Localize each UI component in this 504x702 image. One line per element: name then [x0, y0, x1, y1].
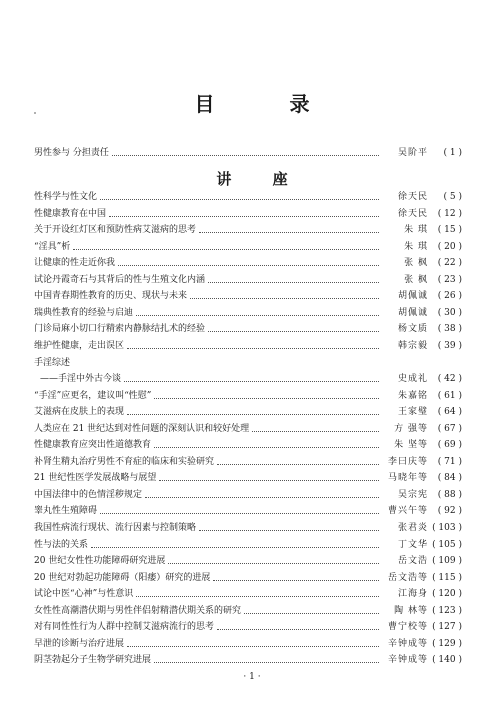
dot-leader: [217, 628, 379, 630]
entry-author: 江海身: [397, 589, 428, 600]
toc-entry[interactable]: [34, 471, 462, 484]
toc-entry[interactable]: [34, 289, 462, 302]
dot-leader: [168, 562, 379, 564]
entry-author: 辛钟成等: [387, 655, 428, 666]
toc-entry[interactable]: [34, 504, 462, 517]
entry-title: 我国性病流行现状、流行因素与控制策略: [34, 523, 197, 533]
dot-leader: [124, 380, 379, 382]
entry-author: 方 强等: [394, 423, 428, 434]
entry-title: ——手淫中外古今谈: [40, 374, 122, 385]
entry-title: 性科学与性文化: [34, 192, 98, 202]
entry-author: 陶 林等: [394, 605, 428, 616]
entry-title: 手淫综述: [34, 357, 71, 368]
entry-author: 胡佩诚: [397, 291, 428, 302]
entry-title: 睾丸性生殖障碍: [34, 506, 98, 517]
toc-entry[interactable]: [34, 306, 462, 319]
entry-title: “手淫”应更名，建议叫“性慰”: [34, 390, 152, 401]
entry-author: 朱 坚等: [394, 440, 428, 451]
entry-author: 史成礼: [397, 374, 428, 385]
toc-entry[interactable]: [34, 190, 462, 203]
toc-entry[interactable]: [34, 207, 462, 220]
entry-page: ( 140 ): [432, 655, 462, 666]
entry-author: 吴宗宪: [397, 489, 428, 500]
toc-entry[interactable]: [34, 620, 462, 633]
entry-author: 张君炎: [397, 523, 428, 533]
dot-leader: [252, 430, 379, 432]
entry-title: 阴茎勃起分子生物学研究进展: [34, 655, 152, 666]
toc-entry[interactable]: [34, 223, 462, 236]
entry-author: 张 枫: [404, 274, 428, 285]
entry-page: ( 23 ): [437, 274, 462, 285]
toc-entry[interactable]: [34, 339, 462, 352]
entry-page: ( 38 ): [437, 324, 462, 335]
dot-leader: [208, 281, 379, 283]
entry-page: ( 103 ): [432, 523, 462, 533]
page-number: · 1 ·: [243, 672, 261, 682]
dot-leader: [109, 215, 379, 217]
entry-title: 让健康的性走近你我: [34, 258, 116, 269]
entry-title: 男性参与 分担责任: [34, 148, 109, 158]
toc-entry[interactable]: [34, 521, 462, 534]
entry-author: 曹兴午等: [387, 506, 428, 517]
dot-leader: [213, 579, 379, 581]
dot-leader: [73, 248, 379, 250]
entry-title: “淫具”析: [34, 241, 71, 252]
entry-page: ( 92 ): [437, 506, 462, 517]
entry-title: 艾滋病在皮肤上的表现: [34, 407, 125, 418]
entry-title: 门诊局麻小切口行精索内静脉结扎术的经验: [34, 324, 206, 335]
dot-leader: [190, 297, 379, 299]
entry-page: ( 115 ): [432, 572, 462, 583]
toc-entry[interactable]: [34, 438, 462, 451]
entry-page: ( 84 ): [437, 473, 462, 484]
entry-title: 人类应在 21 世纪达到对性问题的深刻认识和较好处理: [34, 423, 250, 434]
entry-page: ( 30 ): [437, 307, 462, 318]
dot-leader: [159, 479, 379, 481]
entry-author: 岳文浩: [397, 556, 428, 567]
entry-title: 性健康教育应突出性道德教育: [34, 440, 152, 451]
entry-author: 徐天民: [397, 192, 428, 202]
entry-title: 维护性健康，走出误区: [34, 340, 125, 351]
entry-page: ( 64 ): [437, 407, 462, 418]
entry-page: ( 1 ): [443, 148, 462, 158]
entry-title: 中国法律中的色情淫秽规定: [34, 489, 143, 500]
dot-leader: [100, 512, 379, 514]
toc-entry[interactable]: [34, 571, 462, 584]
dot-leader: [154, 397, 379, 399]
toc-entry[interactable]: [34, 322, 462, 335]
entry-page: ( 20 ): [437, 241, 462, 252]
toc-entry[interactable]: [34, 653, 462, 666]
entry-page: ( 120 ): [432, 589, 462, 600]
dot-leader: [136, 595, 379, 597]
entry-title: 21 世纪性医学发展战略与展望: [34, 473, 157, 484]
entry-title: 试论中医“心神”与性意识: [34, 589, 134, 600]
entry-page: ( 129 ): [432, 638, 462, 649]
dot-leader: [154, 661, 379, 663]
entry-page: ( 109 ): [432, 556, 462, 567]
entry-page: ( 42 ): [437, 374, 462, 385]
entry-author: 吴阶平: [397, 148, 428, 158]
entry-page: ( 105 ): [432, 539, 462, 550]
entry-author: 李曰庆等: [387, 456, 428, 467]
dot-leader: [154, 446, 379, 448]
toc-entry[interactable]: [34, 372, 462, 385]
entry-author: 杨文质: [397, 324, 428, 335]
dot-leader: [217, 463, 379, 465]
entry-author: 曹宁校等: [387, 622, 428, 633]
entry-title: 中国青春期性教育的历史、现状与未来: [34, 291, 188, 302]
entry-page: ( 15 ): [437, 225, 462, 236]
entry-author: 丁文华: [397, 539, 428, 550]
dot-leader: [118, 264, 379, 266]
entry-author: 徐天民: [397, 208, 428, 219]
entry-author: 马晓年等: [387, 473, 428, 484]
dot-leader: [127, 347, 379, 349]
toc-entry[interactable]: [34, 455, 462, 468]
dot-leader: [145, 496, 379, 498]
entry-title: 性与法的关系: [34, 539, 89, 550]
toc-entry-front[interactable]: [34, 146, 462, 159]
toc-entry[interactable]: [34, 356, 462, 369]
dot-leader: [112, 154, 379, 156]
entry-author: 王家璧: [397, 407, 428, 418]
toc-entry[interactable]: [34, 604, 462, 617]
dot-leader: [91, 546, 379, 548]
entry-author: 岳文浩等: [387, 572, 428, 583]
entry-title: 早泄的诊断与治疗进展: [34, 638, 125, 649]
entry-page: ( 71 ): [437, 456, 462, 467]
entry-page: ( 69 ): [437, 440, 462, 451]
entry-author: 胡佩诚: [397, 307, 428, 318]
entry-author: 张 枫: [404, 258, 428, 269]
entry-page: ( 88 ): [437, 489, 462, 500]
entry-page: ( 26 ): [437, 291, 462, 302]
toc-entry[interactable]: [34, 587, 462, 600]
entry-author: 韩宗毅: [397, 340, 428, 351]
entry-title: 补肾生精丸治疗男性不育症的临床和实验研究: [34, 456, 215, 467]
entry-page: ( 39 ): [437, 340, 462, 351]
toc-entry[interactable]: [34, 538, 462, 551]
entry-author: 朱 琪: [404, 225, 428, 236]
dot-leader: [127, 413, 379, 415]
dot-leader: [199, 231, 379, 233]
entry-page: ( 12 ): [437, 208, 462, 219]
entry-title: 女性性高潮潜伏期与男性伴侣射精潜伏期关系的研究: [34, 605, 242, 616]
dot-leader: [127, 645, 379, 647]
entry-title: 瑞典性教育的经验与启迪: [34, 307, 134, 318]
dot-leader: [244, 612, 379, 614]
toc-entry[interactable]: [34, 240, 462, 253]
entry-title: 20 世纪对勃起功能障碍（阳痿）研究的进展: [34, 572, 211, 583]
toc-entry[interactable]: [34, 389, 462, 402]
entry-author: 朱嘉铭: [397, 390, 428, 401]
entry-page: ( 5 ): [443, 192, 462, 202]
toc-entry[interactable]: [34, 256, 462, 269]
entry-title: 性健康教育在中国: [34, 208, 107, 219]
entry-title: 试论丹霞奇石与其背后的性与生殖文化内涵: [34, 274, 206, 285]
dot-leader: [100, 198, 379, 200]
entry-title: 20 世纪女性性功能障碍研究进展: [34, 556, 166, 567]
entry-page: ( 61 ): [437, 390, 462, 401]
entry-page: ( 127 ): [432, 622, 462, 633]
entry-title: 对有同性性行为人群中控制艾滋病流行的思考: [34, 622, 215, 633]
entry-author: 朱 琪: [404, 241, 428, 252]
toc-entry[interactable]: [34, 554, 462, 567]
toc-entry[interactable]: [34, 488, 462, 501]
toc-entry[interactable]: [34, 405, 462, 418]
entry-title: 关于开设红灯区和预防性病艾滋病的思考: [34, 225, 197, 236]
toc-entry[interactable]: [34, 637, 462, 650]
dot-leader: [199, 529, 379, 531]
entry-page: ( 67 ): [437, 423, 462, 434]
toc-entry[interactable]: [34, 422, 462, 435]
section-title: 讲 座: [216, 170, 306, 188]
page-title: 目 录: [194, 92, 344, 116]
entry-page: ( 123 ): [432, 605, 462, 616]
dot-leader: [136, 314, 379, 316]
toc-entry[interactable]: [34, 273, 462, 286]
dot-leader: [208, 330, 379, 332]
entry-page: ( 22 ): [437, 258, 462, 269]
entry-author: 辛钟成等: [387, 638, 428, 649]
